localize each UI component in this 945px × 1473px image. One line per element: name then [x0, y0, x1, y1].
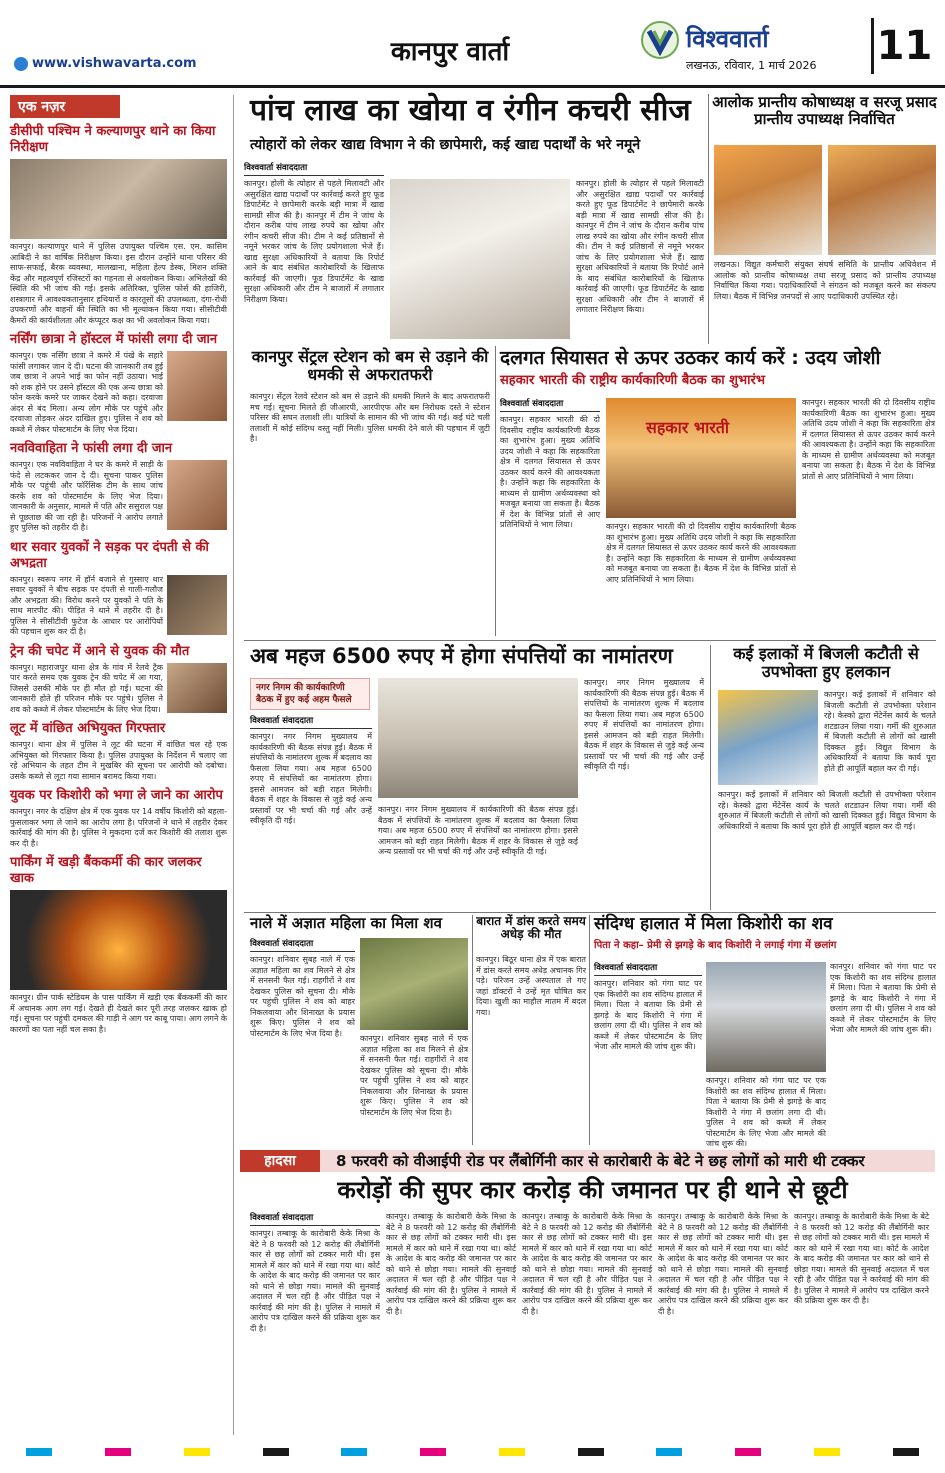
property-headline: अब महज 6500 रुपए में होगा संपत्तियों का नामांतरण — [250, 644, 673, 668]
brief-text: कानपुर। स्वरूप नगर में हॉर्न बजाने से गुस्साए थार सवार युवकों ने बीच सड़क पर दंपती से गाली-गलौज और अभद्रता की। विरोध करने पर युवकों ने पति के साथ मारपीट की। पीड़ित ने थाने में तहरीर दी है। पुलिस ने सीसीटीवी फुटेज के आधार पर आरोपियों की पहचान शुरू कर दी है। — [10, 574, 163, 636]
property-story — [250, 715, 372, 915]
accident-strip-text: 8 फरवरी को वीआईपी रोड पर लैंबोर्गिनी कार से कारोबारी के बेटे ने छह लोगों को मारी थी टक्कर — [336, 1152, 865, 1170]
lead-story — [244, 162, 704, 342]
website-url[interactable] — [14, 56, 197, 71]
date-line: लखनऊ, रविवार, 1 मार्च 2026 — [686, 59, 817, 72]
accident-strip — [240, 1150, 935, 1172]
supercar-text-cont3: कानपुर। तम्बाकू के कारोबारी केके मिश्रा के बेटे ने 8 फरवरी को 12 करोड़ की लैंबोर्गिनी कार से छह लोगों को टक्कर मारी थी। इस मामले में कार को थाने में रखा गया था। कोर्ट के आदेश के बाद करोड़ की जमानत पर कार को थाने से छोड़ा गया। मामले की सुनवाई अदालत में चल रही है और पीड़ित पक्ष ने कार्रवाई की मांग की है। पुलिस ने मामले में आरोप पत्र दाखिल करने की प्रक्रिया शुरू कर दी है। — [658, 1212, 788, 1316]
masthead — [0, 0, 945, 88]
joshi-subhead: सहकार भारती की राष्ट्रीय कार्यकारिणी बैठक का शुभारंभ — [500, 373, 765, 388]
column-divider — [708, 94, 709, 344]
girl-text-cont2: कानपुर। शनिवार को गंगा घाट पर एक किशोरी का शव संदिग्ध हालात में मिला। पिता ने बताया कि प्रेमी से झगड़े के बाद किशोरी ने गंगा में छलांग लगा दी थी। पुलिस ने शव को कब्जे में लेकर पोस्टमार्टम के लिए भेजा और मामले की जांच शुरू की। — [830, 962, 936, 1034]
woman-text: कानपुर। शनिवार सुबह नाले में एक अज्ञात महिला का शव मिलने से क्षेत्र में सनसनी फैल गई। राहगीरों ने शव देखकर पुलिस को सूचना दी। मौके पर पहुंची पुलिस ने शव को बाहर निकलवाया और शिनाख्त के प्रयास शुरू किए। पुलिस ने शव को पोस्टमार्टम के लिए भेज दिया है। — [250, 955, 355, 1038]
brief-title: डीसीपी पश्चिम ने कल्याणपुर थाने का किया निरीक्षण — [10, 124, 216, 155]
baraat-headline: बारात में डांस करते समय अधेड़ की मौत — [476, 914, 586, 942]
brief-text: कानपुर। कल्याणपुर थाने में पुलिस उपायुक्त पश्चिम एस. एम. कासिम आबिदी ने का वार्षिक निरीक्षण किया। इस दौरान उन्होंने थाना परिसर की साफ-सफाई, बैरक व्यवस्था, मालखाना, महिला हेल्प डेस्क, मिशन शक्ति केंद्र और महत्वपूर्ण रजिस्टरों का गहनता से अवलोकन किया। अभिलेखों की स्थिति की भी जांच की गई। इसके अतिरिक्त, पुलिस फोर्स की हाजिरी, शस्त्रागार में आवश्यकतानुसार हथियारों व कारतूसों की उपलब्धता, दंगा-रोधी उपकरणों और वाहनों की स्थिति का भी मूल्यांकन किया गया। सीसीटीवी कैमरों की कार्यशीलता और कंप्यूटर कक्ष का भी अवलोकन किया गया। — [10, 242, 227, 325]
black-swatch — [893, 1448, 919, 1456]
joshi-byline: विश्ववार्ता संवाददाता — [500, 398, 600, 412]
page-number: 11 — [871, 18, 935, 74]
magenta-swatch — [420, 1448, 446, 1456]
girl-headline: संदिग्ध हालात में मिला किशोरी का शव — [594, 914, 833, 934]
brief-text: कानपुर। एक नर्सिंग छात्रा ने कमरे में पंखे के सहारे फांसी लगाकर जान दे दी। घटना की जानकारी तब हुई जब छात्रा ने अपने भाई का फोन नहीं उठाया। भाई को शक होने पर उसने हॉस्टल की एक अन्य छात्रा को फोन करके कमरे पर जाकर देखने को कहा। दरवाजा अंदर से बंद मिला। अन्य लोग मौके पर पहुंचे और दरवाजा तोड़कर अंदर दाखिल हुए। पुलिस ने शव को कब्जे में लेकर पोस्टमार्टम के लिए भेज दिया। — [10, 351, 163, 434]
girl-text: कानपुर। शनिवार को गंगा घाट पर एक किशोरी का शव संदिग्ध हालात में मिला। पिता ने बताया कि प्रेमी से झगड़े के बाद किशोरी ने गंगा में छलांग लगा दी थी। पुलिस ने शव को कब्जे में लेकर पोस्टमार्टम के लिए भेजा और मामले की जांच शुरू की। — [594, 979, 702, 1051]
lead-text: कानपुर। होली के त्योहार से पहले मिलावटी और असुरक्षित खाद्य पदार्थों पर कार्रवाई करते हुए फूड डिपार्टमेंट ने छापेमारी करके बड़ी मात्रा में खाद्य सामग्री सीज की है। कानपुर में टीम ने जांच के दौरान करीब पांच लाख रुपये का खोया और रंगीन कचरी सीज की। टीम ने कई प्रतिष्ठानों से नमूने भरकर जांच के लिए प्रयोगशाला भेजे हैं। खाद्य सुरक्षा अधिकारियों ने बताया कि रिपोर्ट आने के बाद संबंधित कारोबारियों के खिलाफ कार्रवाई की जाएगी। फूड डिपार्टमेंट के खाद्य सुरक्षा अधिकारी और टीम ने बाजारों में लगातार निरीक्षण किया। — [244, 179, 384, 304]
supercar-story — [250, 1212, 935, 1442]
row-divider — [244, 640, 936, 641]
lead-subhead: त्योहारों को लेकर खाद्य विभाग ने की छापेमारी, कई खाद्य पदार्थों के भरे नमूने — [250, 137, 641, 153]
power-headline: कई इलाकों में बिजली कटौती से उपभोक्ता हुए हलकान — [733, 644, 919, 681]
brief-title: ट्रेन की चपेट में आने से युवक की मौत — [10, 643, 190, 659]
sidebar-photo-left — [714, 145, 822, 255]
sidebar-headline: आलोक प्रान्तीय कोषाध्यक्ष व सरजू प्रसाद प्रान्तीय उपाध्यक्ष निर्वाचित — [712, 93, 937, 128]
power-photo — [718, 690, 818, 785]
accident-tag: हादसा — [240, 1150, 320, 1172]
girl-photo — [706, 962, 826, 1072]
left-column-briefs — [10, 95, 234, 1435]
lead-headline: पांच लाख का खोया व रंगीन कचरी सीज — [250, 93, 691, 128]
property-text-cont: कानपुर। नगर निगम मुख्यालय में कार्यकारिणी की बैठक संपन्न हुई। बैठक में संपत्तियों के नामांतरण शुल्क में बदलाव का फैसला लिया गया। अब महज 6500 रुपए में संपत्तियों का नामांतरण होगा। इससे आमजन को बड़ी राहत मिलेगी। बैठक में शहर के विकास से जुड़े कई अन्य प्रस्तावों पर भी चर्चा की गई और उन्हें स्वीकृति दी गई। — [584, 678, 704, 771]
brief-title: युवक पर किशोरी को भगा ले जाने का आरोप — [10, 788, 223, 803]
joshi-story — [500, 398, 935, 638]
brief-title: थार सवार युवकों ने सड़क पर दंपती से की अभद्रता — [10, 539, 209, 571]
property-photo — [378, 678, 578, 798]
property-text: कानपुर। नगर निगम मुख्यालय में कार्यकारिणी की बैठक संपन्न हुई। बैठक में संपत्तियों के नामांतरण शुल्क में बदलाव का फैसला लिया गया। अब महज 6500 रुपए में संपत्तियों का नामांतरण होगा। इससे आमजन को बड़ी राहत मिलेगी। बैठक में शहर के विकास से जुड़े कई अन्य प्रस्तावों पर भी चर्चा की गई और उन्हें स्वीकृति दी गई। — [250, 732, 372, 825]
woman-text-cont: कानपुर। शनिवार सुबह नाले में एक अज्ञात महिला का शव मिलने से क्षेत्र में सनसनी फैल गई। राहगीरों ने शव देखकर पुलिस को सूचना दी। मौके पर पहुंची पुलिस ने शव को बाहर निकलवाया और शिनाख्त के प्रयास शुरू किए। पुलिस ने शव को पोस्टमार्टम के लिए भेज दिया है। — [360, 1034, 468, 1117]
cyan-swatch — [656, 1448, 682, 1456]
lead-text-cont: कानपुर। होली के त्योहार से पहले मिलावटी और असुरक्षित खाद्य पदार्थों पर कार्रवाई करते हुए फूड डिपार्टमेंट ने छापेमारी करके बड़ी मात्रा में खाद्य सामग्री सीज की है। कानपुर में टीम ने जांच के दौरान करीब पांच लाख रुपये का खोया और रंगीन कचरी सीज की। टीम ने कई प्रतिष्ठानों से नमूने भरकर जांच के लिए प्रयोगशाला भेजे हैं। खाद्य सुरक्षा अधिकारियों ने बताया कि रिपोर्ट आने के बाद संबंधित कारोबारियों के खिलाफ कार्रवाई की जाएगी। फूड डिपार्टमेंट के खाद्य सुरक्षा अधिकारी और टीम ने बाजारों में लगातार निरीक्षण किया। — [576, 179, 704, 314]
girl-subhead: पिता ने कहा– प्रेमी से झगड़े के बाद किशोरी ने लगाई गंगा में छलांग — [594, 940, 837, 951]
brief-title: नर्सिंग छात्रा ने हॉस्टल में फांसी लगा दी जान — [10, 332, 218, 347]
brief-photo — [10, 159, 227, 239]
power-text-cont: कानपुर। कई इलाकों में शनिवार को बिजली कटौती से उपभोक्ता परेशान रहे। केस्को द्वारा मेंटेनेंस कार्य के चलते शटडाउन लिया गया। गर्मी की शुरुआत में बिजली कटौती से लोगों को खासी दिक्कत हुई। विद्युत विभाग के अधिकारियों ने बताया कि कार्य पूरा होते ही आपूर्ति बहाल कर दी गई। — [718, 790, 936, 831]
baraat-text: कानपुर। बिठूर थाना क्षेत्र में एक बारात में डांस करते समय अधेड़ अचानक गिर पड़े। परिजन उन्हें अस्पताल ले गए जहां डॉक्टरों ने उन्हें मृत घोषित कर दिया। खुशी का माहौल मातम में बदल गया। — [476, 955, 586, 1017]
brief-text: कानपुर। ग्रीन पार्क स्टेडियम के पास पार्किंग में खड़ी एक बैंककर्मी की कार में अचानक आग लग गई। देखते ही देखते कार पूरी तरह जलकर खाक हो गई। सूचना पर पहुंची दमकल की गाड़ी ने आग पर काबू पाया। आग लगने के कारणों का पता नहीं चल सका है। — [10, 993, 227, 1034]
brief-text: कानपुर। नगर के दक्षिण क्षेत्र में एक युवक पर 14 वर्षीय किशोरी को बहला-फुसलाकर भगा ले जाने का आरोप लगा है। परिजनों ने थाने में तहरीर देकर कार्रवाई की मांग की है। पुलिस ने मुकदमा दर्ज कर किशोरी की तलाश शुरू कर दी है। — [10, 807, 227, 848]
girl-byline: विश्ववार्ता संवाददाता — [594, 962, 702, 976]
supercar-text: कानपुर। तम्बाकू के कारोबारी केके मिश्रा के बेटे ने 8 फरवरी को 12 करोड़ की लैंबोर्गिनी कार से छह लोगों को टक्कर मारी थी। इस मामले में कार को थाने में रखा गया था। कोर्ट के आदेश के बाद करोड़ की जमानत पर कार को थाने से छोड़ा गया। मामले की सुनवाई अदालत में चल रही है और पीड़ित पक्ष ने कार्रवाई की मांग की है। पुलिस ने मामले में आरोप पत्र दाखिल करने की प्रक्रिया शुरू कर दी है। — [250, 1229, 380, 1333]
brief-text: कानपुर। एक नवविवाहिता ने घर के कमरे में साड़ी के फंदे से लटककर जान दे दी। सूचना पाकर पुलिस मौके पर पहुंची और फॉरेंसिक टीम के साथ जांच करके शव को पोस्टमार्टम के लिए भेज दिया। जानकारी के अनुसार, मामले में पति और ससुराल पक्ष से पूछताछ की जा रही है। परिजनों ने आरोप लगाते हुए पुलिस को तहरीर दी है। — [10, 460, 163, 532]
brief-photo — [167, 575, 227, 635]
yellow-swatch — [184, 1448, 210, 1456]
row-divider — [244, 912, 936, 913]
lead-byline: विश्ववार्ता संवाददाता — [244, 162, 384, 176]
brief-title: लूट में वांछित अभियुक्त गिरफ्तार — [10, 721, 166, 736]
supercar-byline: विश्ववार्ता संवाददाता — [250, 1212, 380, 1226]
brief-text: कानपुर। थाना क्षेत्र में पुलिस ने लूट की घटना में वांछित चल रहे एक अभियुक्त को गिरफ्तार किया है। पुलिस उपायुक्त के निर्देशन में चलाए जा रहे अभियान के तहत टीम ने मुखबिर की सूचना पर आरोपी को दबोचा। उसके कब्जे से लूटा गया सामान बरामद किया गया। — [10, 740, 227, 781]
woman-story — [250, 938, 355, 1143]
paper-name: विश्ववार्ता — [686, 25, 769, 53]
brief-title: नवविवाहिता ने फांसी लगा दी जान — [10, 441, 173, 456]
section-title: कानपुर वार्ता — [390, 37, 510, 67]
supercar-text-cont4: कानपुर। तम्बाकू के कारोबारी केके मिश्रा के बेटे ने 8 फरवरी को 12 करोड़ की लैंबोर्गिनी कार से छह लोगों को टक्कर मारी थी। इस मामले में कार को थाने में रखा गया था। कोर्ट के आदेश के बाद करोड़ की जमानत पर कार को थाने से छोड़ा गया। मामले की सुनवाई अदालत में चल रही है और पीड़ित पक्ष ने कार्रवाई की मांग की है। पुलिस ने मामले में आरोप पत्र दाखिल करने की प्रक्रिया शुरू कर दी है। — [794, 1212, 929, 1305]
joshi-photo — [606, 398, 796, 518]
station-text: कानपुर। सेंट्रल रेलवे स्टेशन को बम से उड़ाने की धमकी मिलने के बाद अफरातफरी मच गई। सूचना मिलते ही जीआरपी, आरपीएफ और बम निरोधक दस्ते ने स्टेशन परिसर की सघन तलाशी ली। यात्रियों के सामान की भी जांच की गई। कई घंटे चली तलाशी में कोई संदिग्ध वस्तु नहीं मिली। पुलिस धमकी देने वाले की पहचान में जुटी है। — [250, 392, 490, 443]
globe-icon — [14, 57, 28, 71]
woman-photo — [360, 938, 468, 1030]
paper-logo-icon — [640, 20, 680, 60]
cyan-swatch — [26, 1448, 52, 1456]
supercar-text-cont2: कानपुर। तम्बाकू के कारोबारी केके मिश्रा के बेटे ने 8 फरवरी को 12 करोड़ की लैंबोर्गिनी कार से छह लोगों को टक्कर मारी थी। इस मामले में कार को थाने में रखा गया था। कोर्ट के आदेश के बाद करोड़ की जमानत पर कार को थाने से छोड़ा गया। मामले की सुनवाई अदालत में चल रही है और पीड़ित पक्ष ने कार्रवाई की मांग की है। पुलिस ने मामले में आरोप पत्र दाखिल करने की प्रक्रिया शुरू कर दी है। — [522, 1212, 652, 1316]
section-label: एक नज़र — [10, 95, 120, 118]
sidebar-text: लखनऊ। विद्युत कर्मचारी संयुक्त संघर्ष समिति के प्रान्तीय अधिवेशन में आलोक को प्रान्तीय कोषाध्यक्ष तथा सरजू प्रसाद को प्रान्तीय उपाध्यक्ष निर्वाचित किया गया। पदाधिकारियों ने संगठन को मजबूत करने का संकल्प लिया। बैठक में विभिन्न जनपदों से आए पदाधिकारी उपस्थित रहे। — [714, 260, 936, 301]
property-subbox: नगर निगम की कार्यकारिणी बैठक में हुए कई अहम फैसले — [250, 678, 370, 710]
column-divider — [589, 915, 590, 1145]
joshi-headline: दलगत सियासत से ऊपर उठकर कार्य करें : उदय जोशी — [500, 347, 881, 369]
supercar-headline: करोड़ों की सुपर कार करोड़ की जमानत पर ही थाने से छूटी — [337, 1176, 848, 1204]
column-divider — [710, 645, 711, 910]
property-text-cont2: कानपुर। नगर निगम मुख्यालय में कार्यकारिणी की बैठक संपन्न हुई। बैठक में संपत्तियों के नामांतरण शुल्क में बदलाव का फैसला लिया गया। अब महज 6500 रुपए में संपत्तियों का नामांतरण होगा। इससे आमजन को बड़ी राहत मिलेगी। बैठक में शहर के विकास से जुड़े कई अन्य प्रस्तावों पर भी चर्चा की गई और उन्हें स्वीकृति दी गई। — [378, 805, 578, 856]
car-fire-photo — [10, 890, 227, 990]
sidebar-photo-right — [828, 145, 936, 255]
power-text: कानपुर। कई इलाकों में शनिवार को बिजली कटौती से उपभोक्ता परेशान रहे। केस्को द्वारा मेंटेनेंस कार्य के चलते शटडाउन लिया गया। गर्मी की शुरुआत में बिजली कटौती से लोगों को खासी दिक्कत हुई। विद्युत विभाग के अधिकारियों ने बताया कि कार्य पूरा होते ही आपूर्ति बहाल कर दी गई। — [824, 690, 936, 773]
girl-text-cont: कानपुर। शनिवार को गंगा घाट पर एक किशोरी का शव संदिग्ध हालात में मिला। पिता ने बताया कि प्रेमी से झगड़े के बाद किशोरी ने गंगा में छलांग लगा दी थी। पुलिस ने शव को कब्जे में लेकर पोस्टमार्टम के लिए भेजा और मामले की जांच शुरू की। — [706, 1076, 826, 1148]
magenta-swatch — [735, 1448, 761, 1456]
woman-headline: नाले में अज्ञात महिला का मिला शव — [250, 914, 442, 932]
printer-color-bar — [0, 1448, 945, 1458]
joshi-text: कानपुर। सहकार भारती की दो दिवसीय राष्ट्रीय कार्यकारिणी बैठक का शुभारंभ हुआ। मुख्य अतिथि उदय जोशी ने कहा कि सहकारिता क्षेत्र में दलगत सियासत से ऊपर उठकर कार्य करने की आवश्यकता है। उन्होंने कहा कि सहकारिता के माध्यम से ग्रामीण अर्थव्यवस्था को मजबूत बनाया जा सकता है। बैठक में देश के विभिन्न प्रांतों से आए प्रतिनिधियों ने भाग लिया। — [500, 415, 600, 529]
joshi-text-cont: कानपुर। सहकार भारती की दो दिवसीय राष्ट्रीय कार्यकारिणी बैठक का शुभारंभ हुआ। मुख्य अतिथि उदय जोशी ने कहा कि सहकारिता क्षेत्र में दलगत सियासत से ऊपर उठकर कार्य करने की आवश्यकता है। उन्होंने कहा कि सहकारिता के माध्यम से ग्रामीण अर्थव्यवस्था को मजबूत बनाया जा सकता है। बैठक में देश के विभिन्न प्रांतों से आए प्रतिनिधियों ने भाग लिया। — [606, 522, 796, 584]
girl-story — [594, 962, 702, 1142]
column-divider — [472, 915, 473, 1145]
joshi-banner-text: सहकार भारती — [646, 418, 730, 437]
supercar-text-cont: कानपुर। तम्बाकू के कारोबारी केके मिश्रा के बेटे ने 8 फरवरी को 12 करोड़ की लैंबोर्गिनी कार से छह लोगों को टक्कर मारी थी। इस मामले में कार को थाने में रखा गया था। कोर्ट के आदेश के बाद करोड़ की जमानत पर कार को थाने से छोड़ा गया। मामले की सुनवाई अदालत में चल रही है और पीड़ित पक्ष ने कार्रवाई की मांग की है। पुलिस ने मामले में आरोप पत्र दाखिल करने की प्रक्रिया शुरू कर दी है। — [386, 1212, 516, 1316]
website-url-text: www.vishwavarta.com — [32, 56, 197, 71]
lead-photo — [390, 179, 570, 339]
black-swatch — [263, 1448, 289, 1456]
woman-byline: विश्ववार्ता संवाददाता — [250, 938, 355, 952]
joshi-text-cont2: कानपुर। सहकार भारती की दो दिवसीय राष्ट्रीय कार्यकारिणी बैठक का शुभारंभ हुआ। मुख्य अतिथि उदय जोशी ने कहा कि सहकारिता क्षेत्र में दलगत सियासत से ऊपर उठकर कार्य करने की आवश्यकता है। उन्होंने कहा कि सहकारिता के माध्यम से ग्रामीण अर्थव्यवस्था को मजबूत बनाया जा सकता है। बैठक में देश के विभिन्न प्रांतों से आए प्रतिनिधियों ने भाग लिया। — [802, 398, 935, 481]
station-headline: कानपुर सेंट्रल स्टेशन को बम से उड़ाने की धमकी से अफरातफरी — [251, 347, 489, 384]
yellow-swatch — [499, 1448, 525, 1456]
brief-photo — [167, 663, 227, 713]
brief-photo — [167, 460, 227, 530]
brief-title: पार्किंग में खड़ी बैंककर्मी की कार जलकर खाक — [10, 855, 202, 886]
brief-text: कानपुर। महाराजपुर थाना क्षेत्र के गांव में रेलवे ट्रैक पार करते समय एक युवक ट्रेन की चपेट में आ गया, जिससे उसकी मौके पर ही मौत हो गई। घटना की जानकारी होते ही परिजन मौके पर पहुंचे। पुलिस ने शव को कब्जे में लेकर पोस्टमार्टम के लिए भेज दिया। — [10, 662, 163, 714]
magenta-swatch — [105, 1448, 131, 1456]
cyan-swatch — [341, 1448, 367, 1456]
yellow-swatch — [814, 1448, 840, 1456]
black-swatch — [578, 1448, 604, 1456]
property-byline: विश्ववार्ता संवाददाता — [250, 715, 372, 729]
brief-photo — [167, 351, 227, 421]
column-divider — [495, 346, 496, 636]
